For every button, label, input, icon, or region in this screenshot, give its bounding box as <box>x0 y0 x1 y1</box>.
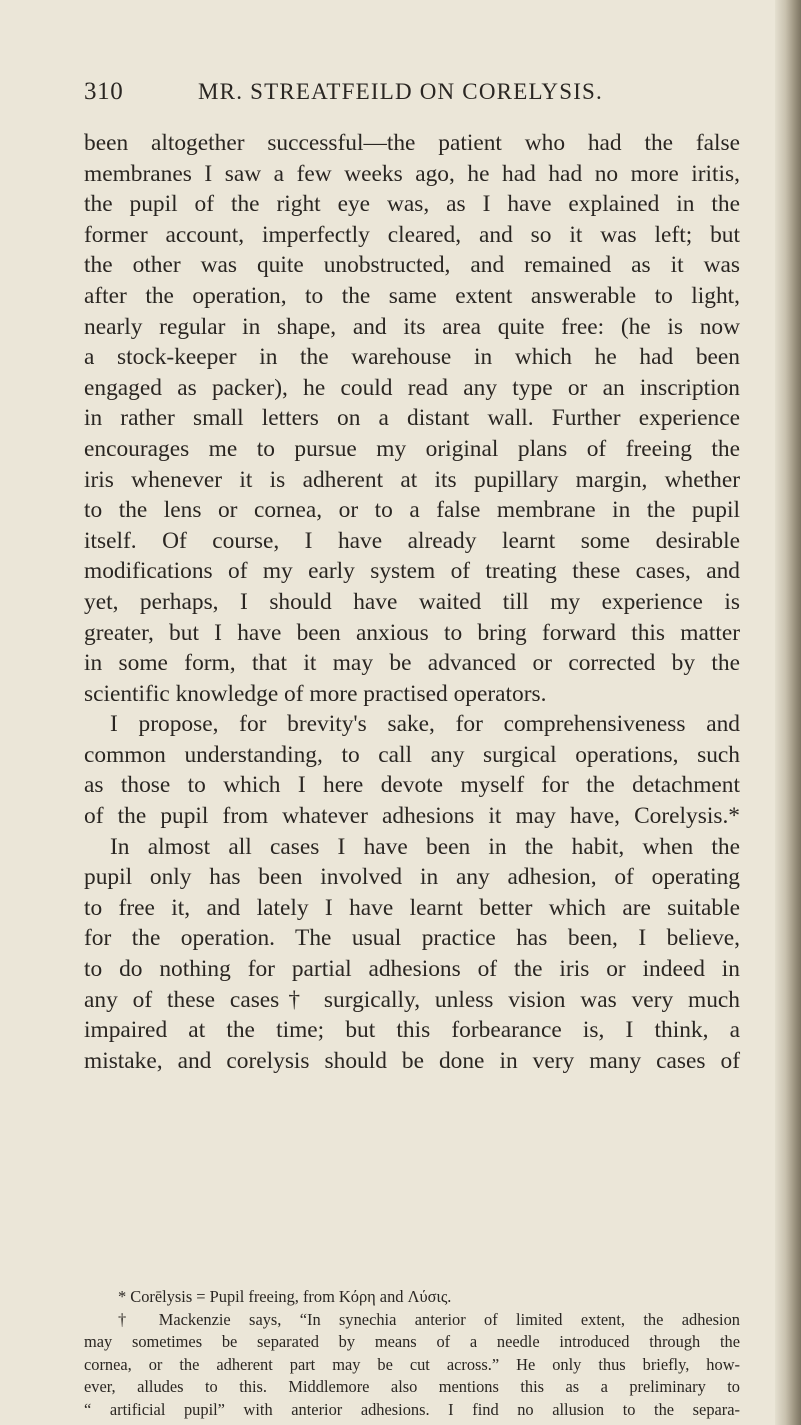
text-line: in rather small letters on a distant wall. Further experience <box>84 405 740 432</box>
page-edge-shadow <box>775 0 801 1425</box>
text-line: impaired at the time; but this forbearance is, I think, a <box>84 1017 740 1044</box>
text-line: itself. Of course, I have already learnt some desirable <box>84 527 740 554</box>
text-line: greater, but I have been anxious to bring forward this matter <box>84 619 740 646</box>
text-line: to do nothing for partial adhesions of the iris or indeed in <box>84 956 740 983</box>
text-line: modifications of my early system of treating these cases, and <box>84 558 740 585</box>
text-line: as those to which I here devote myself for the detachment <box>84 772 740 799</box>
text-line: to the lens or cornea, or to a false membrane in the pupil <box>84 497 740 524</box>
text-line: scientific knowledge of more practised operators. <box>84 680 547 707</box>
body-text <box>84 128 740 1076</box>
footnotes <box>84 1286 740 1422</box>
text-line: after the operation, to the same extent answerable to light, <box>84 282 740 309</box>
text-line: of the pupil from whatever adhesions it may have, Corelysis.* <box>84 803 740 830</box>
text-line: yet, perhaps, I should have waited till my experience is <box>84 588 740 615</box>
footnote-line: † Mackenzie says, “In synechia anterior of limited extent, the adhesion <box>118 1309 740 1329</box>
text-line: the other was quite unobstructed, and remained as it was <box>84 252 740 279</box>
text-line: in some form, that it may be advanced or corrected by the <box>84 650 740 677</box>
text-line: for the operation. The usual practice has been, I believe, <box>84 925 740 952</box>
text-line: encourages me to pursue my original plans of freeing the <box>84 435 740 462</box>
text-line: I propose, for brevity's sake, for comprehensiveness and <box>110 711 740 738</box>
page-number: 310 <box>84 78 124 105</box>
footnote-line: may sometimes be separated by means of a needle introduced through the <box>84 1332 740 1352</box>
text-line: membranes I saw a few weeks ago, he had had no more iritis, <box>84 160 740 187</box>
text-line: engaged as packer), he could read any type or an inscription <box>84 374 740 401</box>
text-line: a stock-keeper in the warehouse in which he had been <box>84 344 740 371</box>
running-head: MR. STREATFEILD ON CORELYSIS. <box>198 79 604 104</box>
text-line: pupil only has been involved in any adhesion, of operating <box>84 864 740 891</box>
text-line: the pupil of the right eye was, as I have explained in the <box>84 191 740 218</box>
text-line: In almost all cases I have been in the habit, when the <box>110 833 740 860</box>
text-line: any of these cases† surgically, unless vision was very much <box>84 986 740 1013</box>
footnote-line: * Corēlysis = Pupil freeing, from Κόρη and Λύσις. <box>118 1287 452 1306</box>
text-line: mistake, and corelysis should be done in very many cases of <box>84 1047 740 1074</box>
page-header <box>84 78 724 114</box>
footnote-line: cornea, or the adherent part may be cut across.” He only thus briefly, how- <box>84 1354 740 1374</box>
footnote-line: ever, alludes to this. Middlemore also mentions this as a preliminary to <box>84 1377 740 1397</box>
text-line: former account, imperfectly cleared, and so it was left; but <box>84 221 740 248</box>
text-line: iris whenever it is adherent at its pupillary margin, whether <box>84 466 740 493</box>
text-line: to free it, and lately I have learnt better which are suitable <box>84 894 740 921</box>
footnote-line: “ artificial pupil” with anterior adhesions. I find no allusion to the separa- <box>84 1399 740 1419</box>
text-line: nearly regular in shape, and its area quite free: (he is now <box>84 313 740 340</box>
text-line: been altogether successful—the patient who had the false <box>84 130 740 156</box>
text-line: common understanding, to call any surgical operations, such <box>84 741 740 768</box>
